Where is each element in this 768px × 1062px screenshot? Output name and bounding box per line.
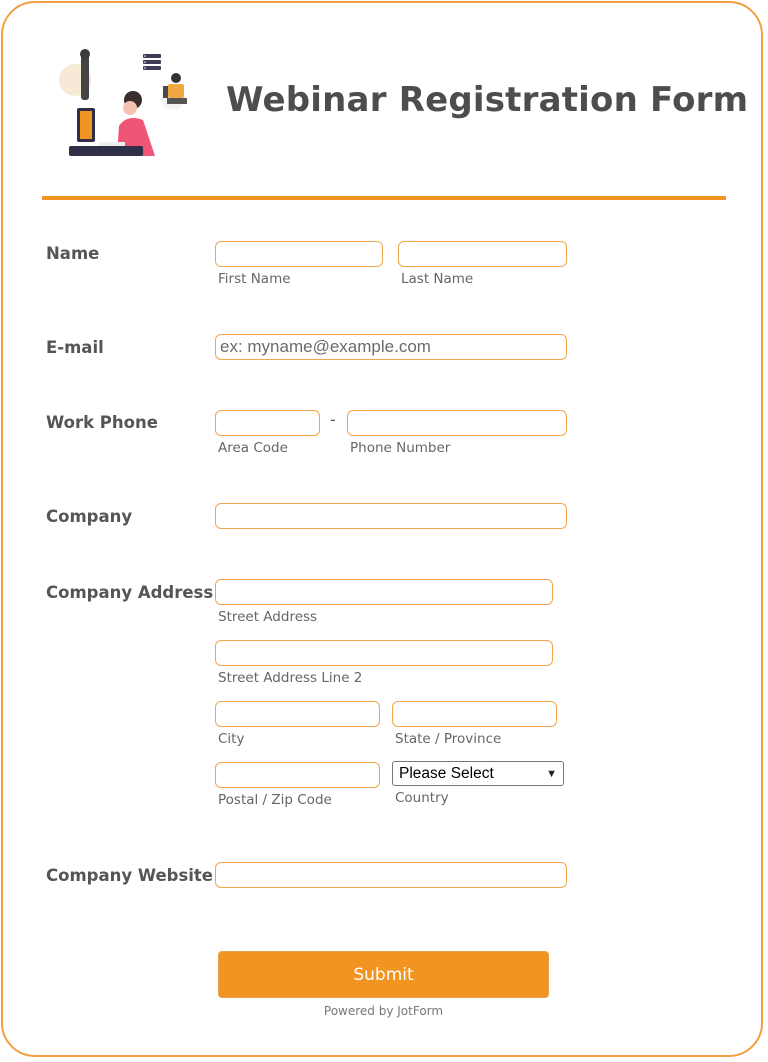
street-address-line2-sublabel: Street Address Line 2	[218, 670, 363, 686]
company-website-label: Company Website	[46, 866, 213, 885]
webinar-illustration	[55, 48, 195, 160]
company-website-input[interactable]	[215, 862, 567, 888]
email-label: E-mail	[46, 338, 104, 357]
country-sublabel: Country	[395, 790, 449, 806]
first-name-sublabel: First Name	[218, 271, 291, 287]
state-sublabel: State / Province	[395, 731, 502, 747]
country-select-value: Please Select	[399, 764, 494, 782]
street-address-line2-input[interactable]	[215, 640, 553, 666]
email-input[interactable]	[215, 334, 567, 360]
submit-button[interactable]: Submit	[218, 951, 549, 998]
company-address-label: Company Address	[46, 583, 214, 602]
last-name-input[interactable]	[398, 241, 567, 267]
street-address-input[interactable]	[215, 579, 553, 605]
first-name-input[interactable]	[215, 241, 383, 267]
street-address-sublabel: Street Address	[218, 609, 318, 625]
area-code-sublabel: Area Code	[218, 440, 288, 456]
city-input[interactable]	[215, 701, 380, 727]
chevron-down-icon: ▼	[546, 767, 557, 780]
zip-code-input[interactable]	[215, 762, 380, 788]
header-divider	[42, 196, 726, 200]
state-input[interactable]	[392, 701, 557, 727]
zip-code-sublabel: Postal / Zip Code	[218, 792, 332, 808]
company-input[interactable]	[215, 503, 567, 529]
name-label: Name	[46, 244, 100, 263]
city-sublabel: City	[218, 731, 245, 747]
phone-number-input[interactable]	[347, 410, 567, 436]
area-code-input[interactable]	[215, 410, 320, 436]
phone-number-sublabel: Phone Number	[350, 440, 451, 456]
country-select[interactable]	[392, 761, 564, 786]
last-name-sublabel: Last Name	[401, 271, 474, 287]
work-phone-label: Work Phone	[46, 413, 158, 432]
company-label: Company	[46, 507, 133, 526]
form-title: Webinar Registration Form	[226, 80, 749, 120]
powered-by-link[interactable]: Powered by JotForm	[323, 1004, 444, 1018]
phone-separator: -	[330, 410, 336, 429]
